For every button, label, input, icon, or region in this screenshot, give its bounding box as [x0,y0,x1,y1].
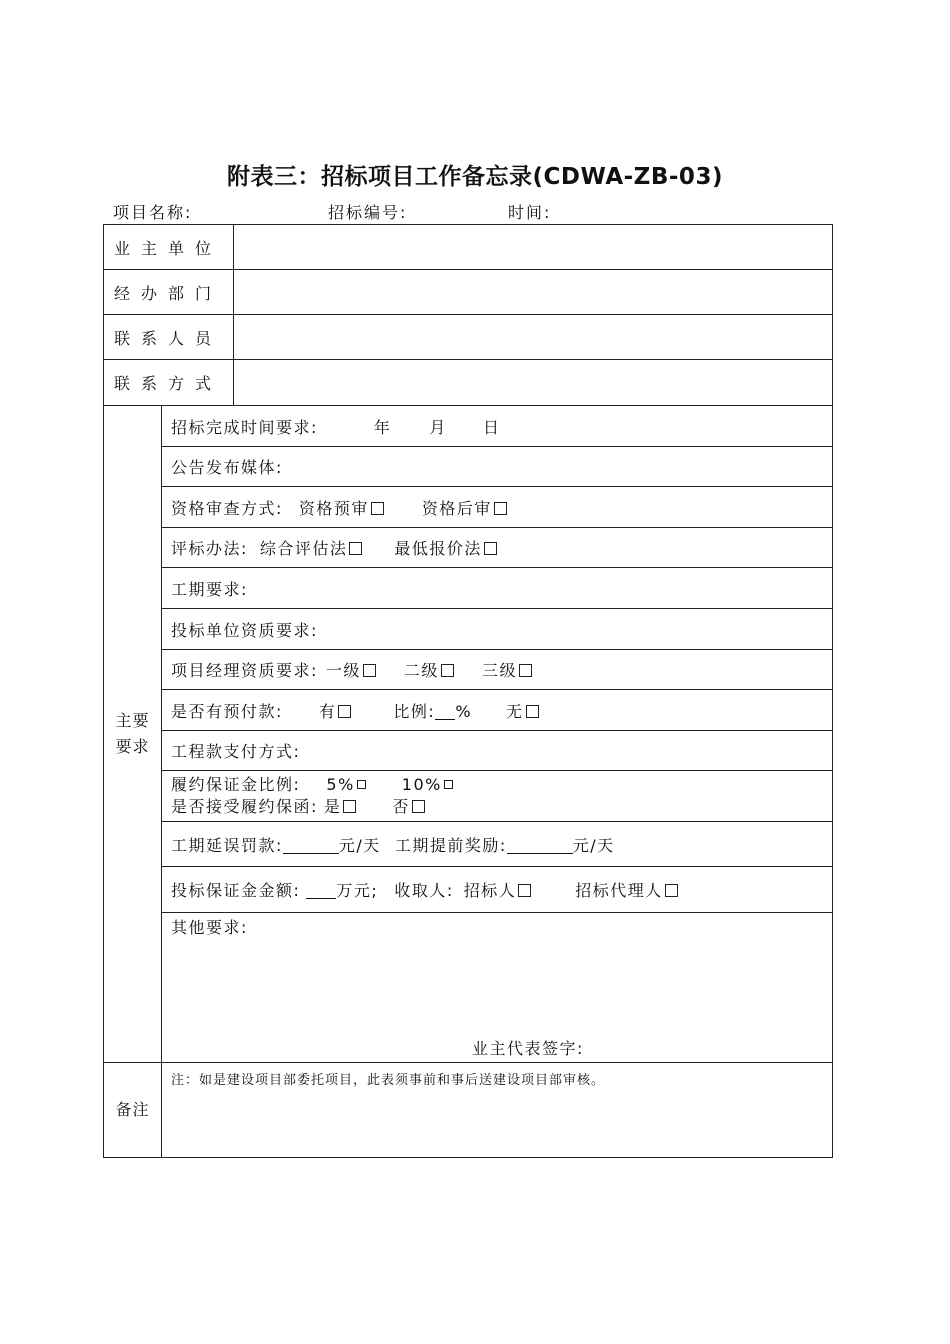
lowest-price-checkbox[interactable] [484,542,497,555]
handling-dept-label: 经办部门 [104,270,234,315]
owner-unit-field[interactable] [234,225,833,270]
penalty-blank[interactable] [283,837,339,854]
other-requirements-row[interactable]: 其他要求: 业主代表签字: [162,913,833,1063]
main-requirements-label: 主要 要求 [104,406,162,1063]
table-row [104,406,833,447]
handling-dept-field[interactable] [234,270,833,315]
penalty-row: 工期延误罚款: 元/天 工期提前奖励: 元/天 [162,822,833,867]
agent-checkbox[interactable] [665,884,678,897]
grade-3-checkbox[interactable] [519,664,532,677]
table-row [104,1063,833,1158]
signature-label: 业主代表签字: [472,1039,584,1058]
project-name-label: 项目名称: [113,203,193,222]
time-label: 时间: [508,203,552,222]
table-row [104,360,833,406]
ratio-blank[interactable] [435,703,455,720]
table-row [104,690,833,731]
table-row [104,822,833,867]
guarantee-yes-checkbox[interactable] [343,800,356,813]
contact-person-label: 联系人员 [104,315,234,360]
bid-bond-row: 投标保证金金额: 万元; 收取人: 招标人 招标代理人 [162,867,833,913]
qualification-review-row: 资格审查方式: 资格预审 资格后审 [162,487,833,528]
advance-no-checkbox[interactable] [526,705,539,718]
contact-method-field[interactable] [234,360,833,406]
bond-5-checkbox[interactable] [357,780,366,789]
table-row [104,771,833,822]
manager-qualification-row: 项目经理资质要求: 一级 二级 三级 [162,650,833,690]
grade-2-checkbox[interactable] [441,664,454,677]
table-row [104,315,833,360]
bond-10-checkbox[interactable] [444,780,453,789]
table-row [104,913,833,1063]
remarks-note: 注：如是建设项目部委托项目，此表须事前和事后送建设项目部审核。 [162,1063,833,1158]
postqualification-checkbox[interactable] [494,502,507,515]
table-row [104,609,833,650]
table-row [104,447,833,487]
media-row[interactable]: 公告发布媒体: [162,447,833,487]
table-row [104,568,833,609]
bid-bond-blank[interactable] [306,882,336,899]
table-row [104,487,833,528]
table-row [104,867,833,913]
remarks-label: 备注 [104,1063,162,1158]
advance-yes-checkbox[interactable] [338,705,351,718]
contact-method-label: 联系方式 [104,360,234,406]
period-row[interactable]: 工期要求: [162,568,833,609]
guarantee-no-checkbox[interactable] [412,800,425,813]
grade-1-checkbox[interactable] [363,664,376,677]
evaluation-row: 评标办法: 综合评估法 最低报价法 [162,528,833,568]
document-title: 附表三：招标项目工作备忘录(CDWA-ZB-03) [227,164,723,190]
comprehensive-checkbox[interactable] [349,542,362,555]
table-row [104,731,833,771]
table-row [104,225,833,270]
reward-blank[interactable] [507,837,573,854]
performance-bond-row: 履约保证金比例: 5% 10% 是否接受履约保函: 是 否 [162,771,833,822]
bidder-checkbox[interactable] [518,884,531,897]
contact-person-field[interactable] [234,315,833,360]
bidder-qualification-row[interactable]: 投标单位资质要求: [162,609,833,650]
table-row [104,528,833,568]
payment-method-row[interactable]: 工程款支付方式: [162,731,833,771]
table-row [104,650,833,690]
prequalification-checkbox[interactable] [371,502,384,515]
completion-time-row[interactable]: 招标完成时间要求: 年 月 日 [162,406,833,447]
table-row [104,270,833,315]
advance-payment-row: 是否有预付款: 有 比例: % 无 [162,690,833,731]
bid-number-label: 招标编号: [328,203,408,222]
memo-table [103,224,833,1158]
owner-unit-label: 业主单位 [104,225,234,270]
